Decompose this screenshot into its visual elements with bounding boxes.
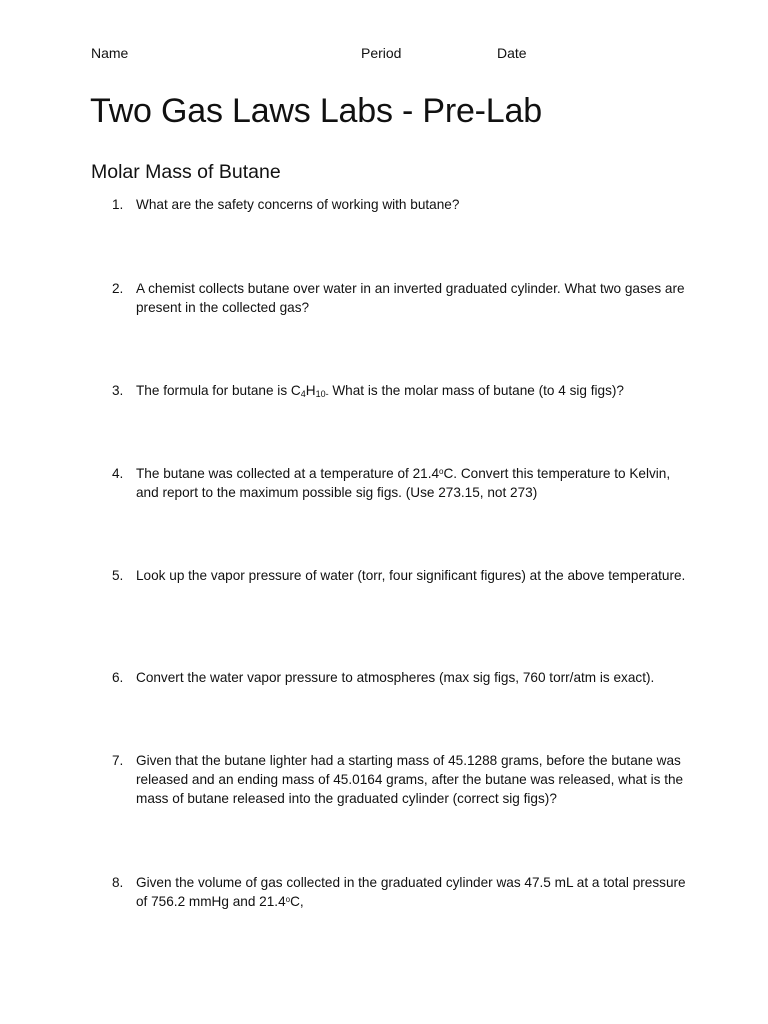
question-number: 3. <box>112 383 124 398</box>
question-text-part: H <box>305 383 316 398</box>
header-fields <box>0 45 768 65</box>
question-text-part: The formula for butane is C <box>136 383 301 398</box>
question-text: Given that the butane lighter had a starting mass of 45.1288 grams, before the butane was released and an ending mass of 45.0164 grams, after the butane was released, what is the mass of butane released into the graduated cylinder (correct sig figs)? <box>136 753 684 806</box>
page-title: Two Gas Laws Labs - Pre-Lab <box>90 92 542 130</box>
question-text: A chemist collects butane over water in an inverted graduated cylinder. What two gases are present in the collected gas? <box>136 281 685 315</box>
question-text <box>136 381 686 400</box>
date-label: Date <box>497 45 527 61</box>
question-number: 6. <box>112 670 124 685</box>
question-text-part: What is the molar mass of butane (to 4 sig figs)? <box>328 383 624 398</box>
name-label: Name <box>91 45 129 61</box>
question-text <box>136 873 686 911</box>
formula-subscript: 4 <box>300 389 306 399</box>
question-number: 1. <box>112 197 124 212</box>
question-text-part: C. Convert this temperature to Kelvin, and report to the maximum possible sig figs. (Use 273.15, not 273) <box>136 466 671 500</box>
period-label: Period <box>361 45 402 61</box>
formula-subscript: 10- <box>315 389 329 399</box>
question-text-part: C, <box>290 894 304 909</box>
degree-symbol: o <box>439 467 444 476</box>
question-number: 2. <box>112 281 124 296</box>
question-text: Look up the vapor pressure of water (torr, four significant figures) at the above temperature. <box>136 568 686 583</box>
question-text-part: The butane was collected at a temperature of 21.4 <box>136 466 440 481</box>
question-number: 8. <box>112 875 124 890</box>
degree-symbol: o <box>285 895 291 904</box>
question-text: What are the safety concerns of working with butane? <box>136 197 460 212</box>
question-text-part: Given the volume of gas collected in the graduated cylinder was 47.5 mL at a total pressure of 756.2 mmHg and 21.4 <box>136 875 686 909</box>
section-title: Molar Mass of Butane <box>91 161 281 183</box>
question-number: 7. <box>112 753 124 768</box>
question-number: 5. <box>112 568 124 583</box>
question-text <box>136 464 686 502</box>
question-number: 4. <box>112 466 124 481</box>
question-text: Convert the water vapor pressure to atmospheres (max sig figs, 760 torr/atm is exact). <box>136 670 655 685</box>
